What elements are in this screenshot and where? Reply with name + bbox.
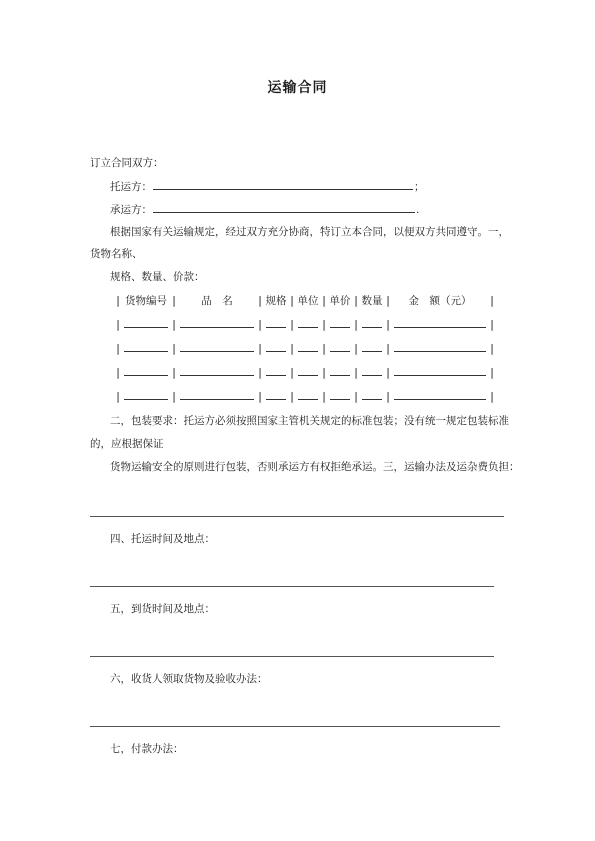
- section4-text: 四、托运时间及地点：: [110, 533, 215, 545]
- cell-blank[interactable]: [266, 318, 286, 328]
- cell-blank[interactable]: [266, 390, 286, 400]
- cell-blank[interactable]: [298, 318, 318, 328]
- section6-text: 六，收货人领取货物及验收办法：: [110, 673, 268, 685]
- shipper-line: [110, 179, 425, 194]
- section7-text: 七，付款办法：: [110, 743, 184, 755]
- section5-fill-line[interactable]: [90, 656, 494, 657]
- goods-table-row: | | | | | | | |: [114, 367, 496, 379]
- shipper-end: ；: [414, 181, 425, 193]
- cell-blank[interactable]: [180, 390, 254, 400]
- cell-blank[interactable]: [180, 366, 254, 376]
- goods-table-row: | | | | | | | |: [114, 391, 496, 403]
- section2-line2: 的，应根据保证: [90, 438, 164, 450]
- carrier-line: [110, 202, 419, 217]
- cell-blank[interactable]: [330, 366, 350, 376]
- cell-blank[interactable]: [394, 318, 486, 328]
- cell-blank[interactable]: [266, 342, 286, 352]
- cell-blank[interactable]: [394, 366, 486, 376]
- header-amount: 金 额（元）: [408, 295, 472, 307]
- para1-line1: 根据国家有关运输规定，经过双方充分协商，特订立本合同，以便双方共同遵守。一，: [110, 226, 509, 238]
- carrier-blank[interactable]: [153, 202, 415, 213]
- cell-blank[interactable]: [362, 366, 382, 376]
- goods-table-header: | 货物编号 | 品 名 | 规格 | 单位 | 单价 | 数量 | 金 额（元） |: [114, 295, 496, 307]
- cell-blank[interactable]: [394, 390, 486, 400]
- cell-blank[interactable]: [298, 390, 318, 400]
- section3-fill-line[interactable]: [90, 516, 504, 517]
- cell-blank[interactable]: [362, 318, 382, 328]
- header-product-name: 品 名: [201, 295, 233, 307]
- section5-text: 五，到货时间及地点：: [110, 603, 215, 615]
- cell-blank[interactable]: [180, 318, 254, 328]
- cell-blank[interactable]: [330, 318, 350, 328]
- cell-blank[interactable]: [362, 390, 382, 400]
- cell-blank[interactable]: [330, 342, 350, 352]
- cell-blank[interactable]: [124, 318, 168, 328]
- document-title: 运输合同: [267, 80, 328, 96]
- carrier-end: .: [416, 204, 420, 216]
- intro-text: 订立合同双方：: [90, 157, 164, 169]
- header-unit-price: 单价: [329, 295, 351, 307]
- cell-blank[interactable]: [124, 342, 168, 352]
- shipper-label: 托运方：: [110, 181, 152, 193]
- cell-blank[interactable]: [124, 390, 168, 400]
- section2-line1: 二，包装要求：托运方必须按照国家主管机关规定的标准包装；没有统一规定包装标准: [110, 415, 509, 427]
- cell-blank[interactable]: [298, 366, 318, 376]
- shipper-blank[interactable]: [153, 179, 413, 190]
- section6-fill-line[interactable]: [90, 726, 500, 727]
- header-goods-no: 货物编号: [125, 295, 167, 307]
- cell-blank[interactable]: [124, 366, 168, 376]
- cell-blank[interactable]: [298, 342, 318, 352]
- goods-table-row: | | | | | | | |: [114, 343, 496, 355]
- goods-table-row: | | | | | | | |: [114, 319, 496, 331]
- cell-blank[interactable]: [362, 342, 382, 352]
- cell-blank[interactable]: [330, 390, 350, 400]
- section2-line3: 货物运输安全的原则进行包装，否则承运方有权拒绝承运。三，运输办法及运杂费负担：: [110, 461, 520, 473]
- spec-line: 规格、数量、价款：: [110, 271, 205, 283]
- para1-line2: 货物名称、: [90, 248, 143, 260]
- cell-blank[interactable]: [266, 366, 286, 376]
- carrier-label: 承运方：: [110, 204, 152, 216]
- header-spec: 规格: [265, 295, 287, 307]
- section4-fill-line[interactable]: [90, 586, 494, 587]
- cell-blank[interactable]: [394, 342, 486, 352]
- cell-blank[interactable]: [180, 342, 254, 352]
- header-quantity: 数量: [361, 295, 383, 307]
- header-unit: 单位: [297, 295, 319, 307]
